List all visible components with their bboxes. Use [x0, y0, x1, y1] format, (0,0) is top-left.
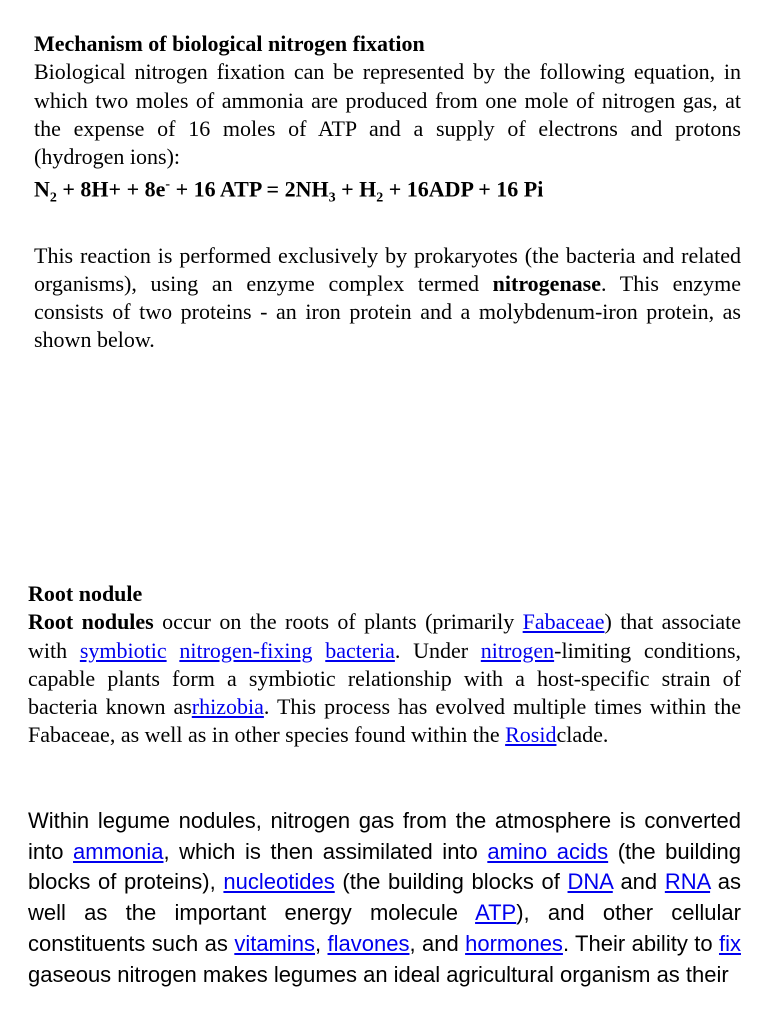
link-rosid[interactable]: Rosid — [505, 722, 557, 748]
link-nucleotides[interactable]: nucleotides — [223, 869, 335, 895]
link-amino-acids[interactable]: amino acids — [487, 838, 609, 864]
link-dna[interactable]: DNA — [567, 869, 613, 895]
section-heading-root-nodule: Root nodule — [28, 581, 143, 606]
link-vitamins[interactable]: vitamins — [234, 930, 315, 956]
link-hormones[interactable]: hormones — [465, 930, 563, 956]
link-symbiotic[interactable]: symbiotic — [79, 637, 167, 663]
link-fabaceae[interactable]: Fabaceae — [522, 609, 605, 635]
link-rhizobia[interactable]: rhizobia — [191, 694, 264, 720]
link-fix[interactable]: fix — [718, 930, 741, 956]
fixation-equation: $N_2 + 8H+ + 8e^- + 16$ ATP = $2NH_3 + H_2 + 16ADP + 16$ Pi — [34, 176, 544, 207]
link-bacteria[interactable]: bacteria — [325, 637, 395, 663]
link-atp[interactable]: ATP — [475, 900, 517, 926]
root-nodule-paragraph: Root nodules occur on the roots of plants (primarily Fabaceae) that associate with symbiotic nitrogen-fixing bacteria. Under nitrogen-limiting conditions, capable plants form a symbiotic relationship with a host-specific strain of bacteria known asrhizobia. This process has evolved multiple times within the Fabaceae, as well as in other species found within the Rosidclade. — [28, 609, 742, 748]
nitrogenase-paragraph: This reaction is performed exclusively by prokaryotes (the bacteria and related organisms), using an enzyme complex termed nitrogenase. This enzyme consists of two proteins - an iron protein and a molybdenum-iron protein, as shown below. — [34, 242, 741, 353]
section-legume-nodules — [28, 806, 741, 990]
legume-paragraph: Within legume nodules, nitrogen gas from the atmosphere is converted into ammonia, which is then assimilated into amino acids (the building blocks of proteins), nucleotides (the building blocks of DNA and RNA as well as the important energy molecule ATP), and other cellular constituents such as vitamins, flavones, and hormones. Their ability to fix gaseous nitrogen makes legumes an ideal agricultural organism as their — [28, 808, 741, 987]
link-flavones[interactable]: flavones — [327, 930, 410, 956]
link-nitrogen[interactable]: nitrogen — [480, 637, 555, 663]
section-nitrogen-fixation — [34, 30, 741, 355]
section-heading: Mechanism of biological nitrogen fixation — [34, 31, 425, 56]
link-ammonia[interactable]: ammonia — [73, 838, 164, 864]
link-rna[interactable]: RNA — [664, 869, 711, 895]
section-root-nodule — [28, 580, 741, 750]
intro-paragraph: Biological nitrogen fixation can be represented by the following equation, in which two moles of ammonia are produced from one mole of nitrogen gas, at the expense of 16 moles of ATP and a supply of electrons and protons (hydrogen ions): — [34, 59, 741, 170]
link-nitrogen-fixing[interactable]: nitrogen-fixing — [179, 637, 313, 663]
